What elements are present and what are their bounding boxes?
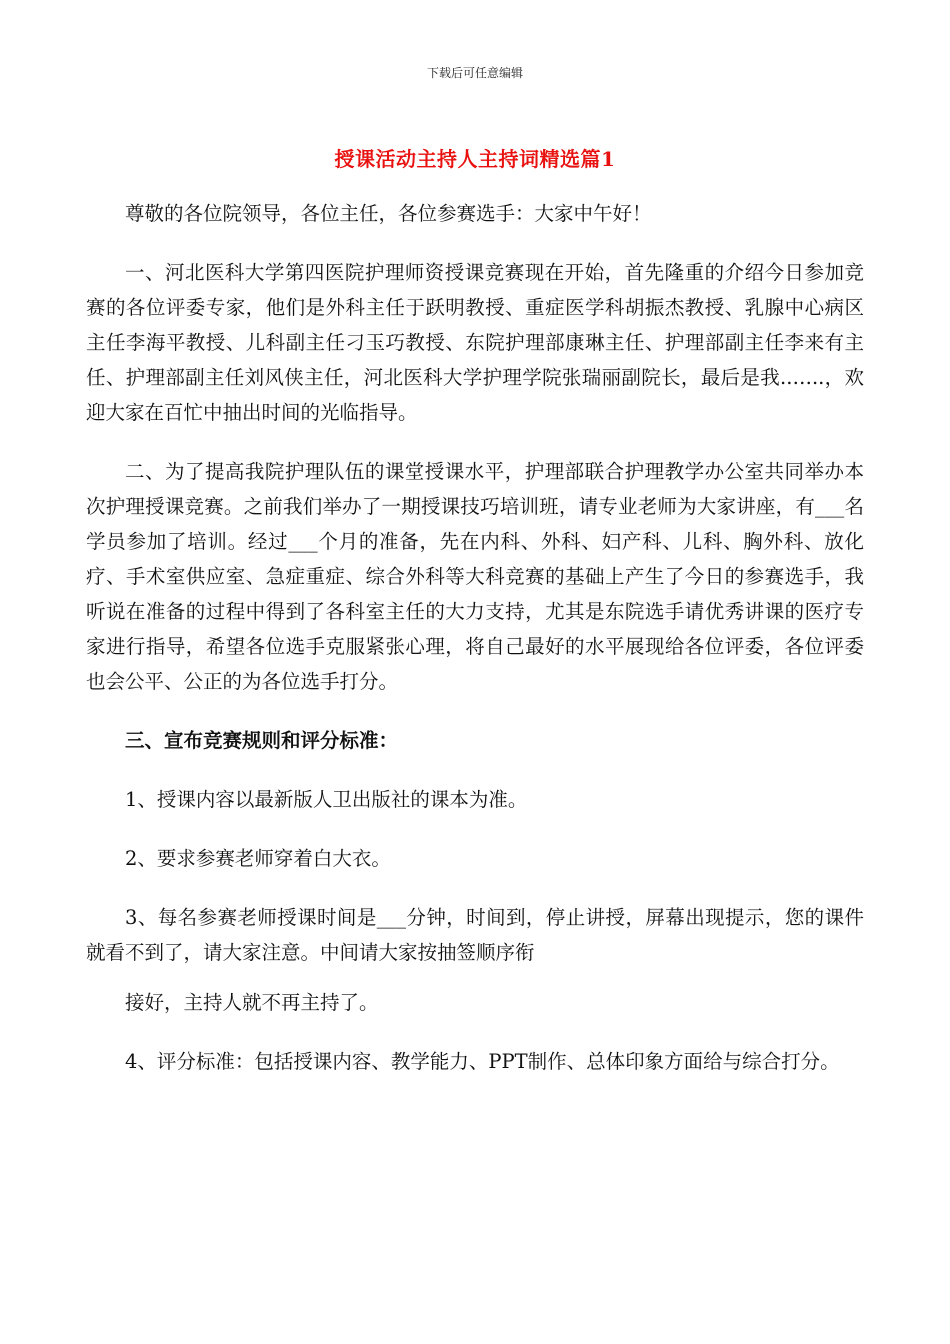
document-body (86, 196, 864, 1103)
document-title: 授课活动主持人主持词精选篇1 (334, 147, 616, 171)
judges-intro-paragraph: 一、河北医科大学第四医院护理师资授课竞赛现在开始，首先隆重的介绍今日参加竞赛的各位评委专家，他们是外科主任于跃明教授、重症医学科胡振杰教授、乳腺中心病区主任李海平教授、儿科副主任刁玉巧教授、东院护理部康琳主任、护理部副主任李来有主任、护理部副主任刘风侠主任，河北医科大学护理学院张瑞丽副院长，最后是我..…..，欢迎大家在百忙中抽出时间的光临指导。 (86, 261, 864, 424)
greeting-paragraph: 尊敬的各位院领导，各位主任，各位参赛选手：大家中午好！ (125, 202, 652, 225)
rule-item-2: 2、要求参赛老师穿着白大衣。 (125, 847, 391, 870)
rule-item-4: 4、评分标准：包括授课内容、教学能力、PPT制作、总体印象方面给与综合打分。 (125, 1050, 840, 1073)
competition-background-paragraph: 二、为了提高我院护理队伍的课堂授课水平，护理部联合护理教学办公室共同举办本次护理授课竞赛。之前我们举办了一期授课技巧培训班，请专业老师为大家讲座，有___名学员参加了培训。经过___个月的准备，先在内科、外科、妇产科、儿科、胸外科、放化疗、手术室供应室、急症重症、综合外科等大科竞赛的基础上产生了今日的参赛选手，我听说在准备的过程中得到了各科室主任的大力支持，尤其是东院选手请优秀讲课的医疗专家进行指导，希望各位选手克服紧张心理，将自己最好的水平展现给各位评委，各位评委也会公平、公正的为各位选手打分。 (86, 460, 864, 693)
rule-item-1: 1、授课内容以最新版人卫出版社的课本为准。 (125, 788, 528, 811)
rule-item-3: 3、每名参赛老师授课时间是___分钟，时间到，停止讲授，屏幕出现提示，您的课件就看不到了，请大家注意。中间请大家按抽签顺序衔 (86, 906, 864, 964)
rule-item-3-continued: 接好，主持人就不再主持了。 (125, 991, 379, 1014)
header-note: 下载后可任意编辑 (426, 66, 523, 80)
rules-heading: 三、宣布竞赛规则和评分标准： (125, 729, 399, 752)
